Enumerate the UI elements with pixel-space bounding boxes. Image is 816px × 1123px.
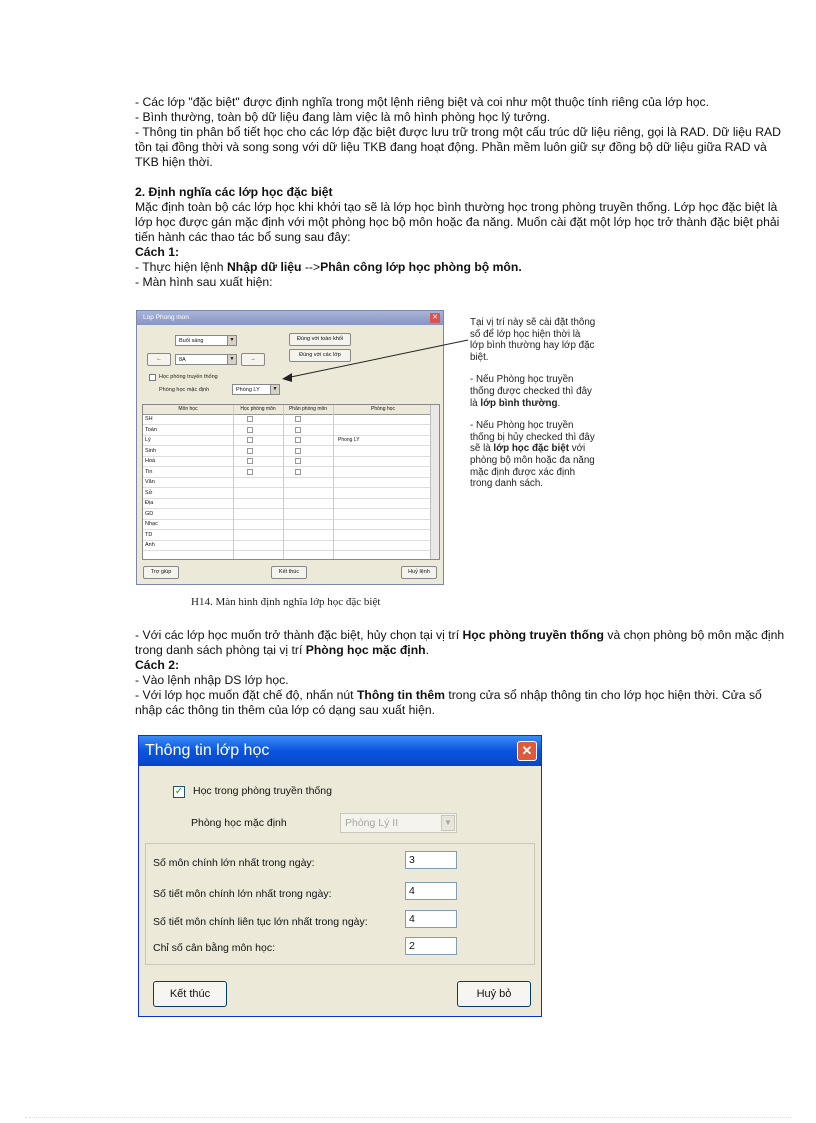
window-titlebar bbox=[139, 736, 541, 766]
max-main-subjects-input[interactable]: 3 bbox=[405, 851, 457, 869]
default-room-label: Phòng học mặc định bbox=[191, 817, 287, 829]
annotation-3: - Nếu Phòng học truyền thống bị hủy checked thì đây sẽ là lớp học đặc biệt với phòng bộ môn hoặc đa năng mặc định được xác định trong danh sách. bbox=[470, 420, 595, 490]
subject-name: Địa bbox=[145, 500, 154, 506]
intro-bullet: - Thông tin phân bổ tiết học cho các lớp đặc biệt được lưu trữ trong một cấu trúc dữ liệu riêng, gọi là RAD. Dữ liệu RAD tồn tại đồng thời và song song với dữ liệu TKB đang hoạt động. Phần mềm luôn giữ sự đồng bộ dữ liệu giữa RAD và TKB hiện thời. bbox=[135, 125, 781, 169]
chevron-down-icon: ▼ bbox=[227, 355, 236, 364]
subject-name: TD bbox=[145, 531, 153, 538]
after-figure-paragraph: - Với các lớp học muốn trở thành đặc biệt, hủy chọn tại vị trí Học phòng truyền thống và chọn phòng bộ môn mặc định trong danh sách phòng tại vị trí Phòng học mặc định. bbox=[135, 628, 785, 657]
subject-name: Anh bbox=[145, 542, 155, 548]
session-select[interactable]: Buổi sáng ▼ bbox=[175, 335, 237, 346]
help-button[interactable]: Trợ giúp bbox=[143, 566, 179, 579]
window-title: Thông tin lớp học bbox=[145, 742, 270, 759]
figure-caption: H14. Màn hình định nghĩa lớp học đặc biệt bbox=[191, 596, 381, 608]
step-2: - Màn hình sau xuất hiện: bbox=[135, 275, 273, 289]
cancel-button[interactable]: Huỷ lệnh bbox=[401, 566, 437, 579]
window-title: Lop Phong mon bbox=[143, 314, 189, 321]
next-class-button[interactable]: → bbox=[241, 353, 265, 366]
traditional-room-label: Học trong phòng truyền thống bbox=[193, 785, 332, 797]
section-paragraph: Mặc định toàn bộ các lớp học khi khởi tạo sẽ là lớp học bình thường học trong phòng truyền thống. Lớp học đặc biệt là lớp học được gán mặc định với một phòng học bộ môn hoặc đa năng. Muốn cài đặt một lớp học trở thành đặc biệt phải tiến hành các thao tác bổ sung sau đây: bbox=[135, 200, 780, 244]
document-body bbox=[135, 95, 785, 290]
cancel-button[interactable]: Huỷ bỏ bbox=[457, 981, 531, 1007]
fields-group bbox=[145, 843, 535, 965]
traditional-room-checkbox[interactable]: ✓ bbox=[174, 786, 184, 797]
column-header: Phòng học bbox=[371, 406, 395, 412]
chevron-down-icon: ▼ bbox=[270, 385, 279, 394]
class-info-window bbox=[138, 735, 542, 1017]
c2-step-1: - Vào lệnh nhập DS lớp học. bbox=[135, 673, 289, 687]
field-label: Số môn chính lớn nhất trong ngày: bbox=[153, 857, 315, 869]
intro-bullet: - Bình thường, toàn bộ dữ liệu đang làm việc là mô hình phòng học lý tưởng. bbox=[135, 110, 551, 124]
max-consecutive-periods-input[interactable]: 4 bbox=[405, 910, 457, 928]
figure-class-room-dialog bbox=[136, 310, 598, 610]
column-header: Môn học bbox=[178, 406, 198, 412]
method-1-heading: Cách 1: bbox=[135, 245, 180, 259]
balance-index-input[interactable]: 2 bbox=[405, 937, 457, 955]
subject-name: Tin bbox=[145, 468, 153, 475]
column-header: Học phòng môn bbox=[240, 406, 276, 412]
subject-name: Sử bbox=[145, 489, 153, 496]
subject-name: Nhạc bbox=[145, 521, 158, 527]
class-select[interactable]: 8A ▼ bbox=[175, 354, 237, 365]
max-main-periods-input[interactable]: 4 bbox=[405, 882, 457, 900]
subject-name: Sinh bbox=[145, 447, 157, 454]
column-header: Phân phòng môn bbox=[288, 406, 328, 412]
default-room-select[interactable]: Phòng LY ▼ bbox=[232, 384, 280, 395]
prev-class-button[interactable]: ← bbox=[147, 353, 171, 366]
default-room-select[interactable]: Phòng Lý II ▼ bbox=[340, 813, 457, 833]
subject-name: SH bbox=[145, 416, 153, 422]
chevron-down-icon: ▼ bbox=[441, 815, 455, 831]
default-room-label: Phòng học mặc định bbox=[159, 387, 210, 393]
section-heading: 2. Định nghĩa các lớp học đặc biệt bbox=[135, 185, 333, 199]
field-label: Số tiết môn chính liên tục lớn nhất trong ngày: bbox=[153, 916, 368, 928]
method-2-heading: Cách 2: bbox=[135, 658, 180, 672]
subject-name: Văn bbox=[145, 479, 155, 485]
apply-all-button[interactable]: Đúng với toàn khối bbox=[289, 333, 351, 346]
traditional-room-label: Học phòng truyền thống bbox=[159, 374, 218, 380]
room-cell: Phong LY bbox=[338, 437, 360, 443]
finish-button[interactable]: Kết thúc bbox=[153, 981, 227, 1007]
field-label: Số tiết môn chính lớn nhất trong ngày: bbox=[153, 888, 332, 900]
annotation-2: - Nếu Phòng học truyền thống được checked thì đây là lớp bình thường. bbox=[470, 374, 592, 409]
close-icon[interactable]: ✕ bbox=[517, 741, 537, 761]
page-footer-rule bbox=[25, 1117, 791, 1118]
apply-class-button[interactable]: Đúng với các lớp bbox=[289, 349, 351, 362]
close-icon[interactable]: ✕ bbox=[430, 313, 440, 323]
step-1: - Thực hiện lệnh Nhập dữ liệu -->Phân công lớp học phòng bộ môn. bbox=[135, 260, 522, 274]
intro-bullet: - Các lớp "đặc biệt" được định nghĩa trong một lệnh riêng biệt và coi như một thuộc tính riêng của lớp học. bbox=[135, 95, 709, 109]
document-body-2 bbox=[135, 628, 785, 718]
annotation-text bbox=[470, 317, 596, 501]
field-label: Chỉ số cân bằng môn học: bbox=[153, 942, 275, 954]
subject-name: Hoá bbox=[145, 458, 156, 464]
subject-name: Toán bbox=[145, 426, 157, 433]
finish-button[interactable]: Kết thúc bbox=[271, 566, 307, 579]
annotation-1: Tại vị trí này sẽ cài đặt thông số để lớp học hiện thời là lớp bình thường hay lớp đặc biệt. bbox=[470, 317, 596, 363]
subject-name: Lý bbox=[145, 437, 151, 443]
c2-step-2: - Với lớp học muốn đặt chế độ, nhấn nút Thông tin thêm trong cửa sổ nhập thông tin cho lớp học hiện thời. Cửa sổ nhập các thông tin thêm của lớp có dạng sau xuất hiện. bbox=[135, 688, 762, 717]
subject-name: GD bbox=[145, 510, 154, 517]
chevron-down-icon: ▼ bbox=[227, 336, 236, 345]
